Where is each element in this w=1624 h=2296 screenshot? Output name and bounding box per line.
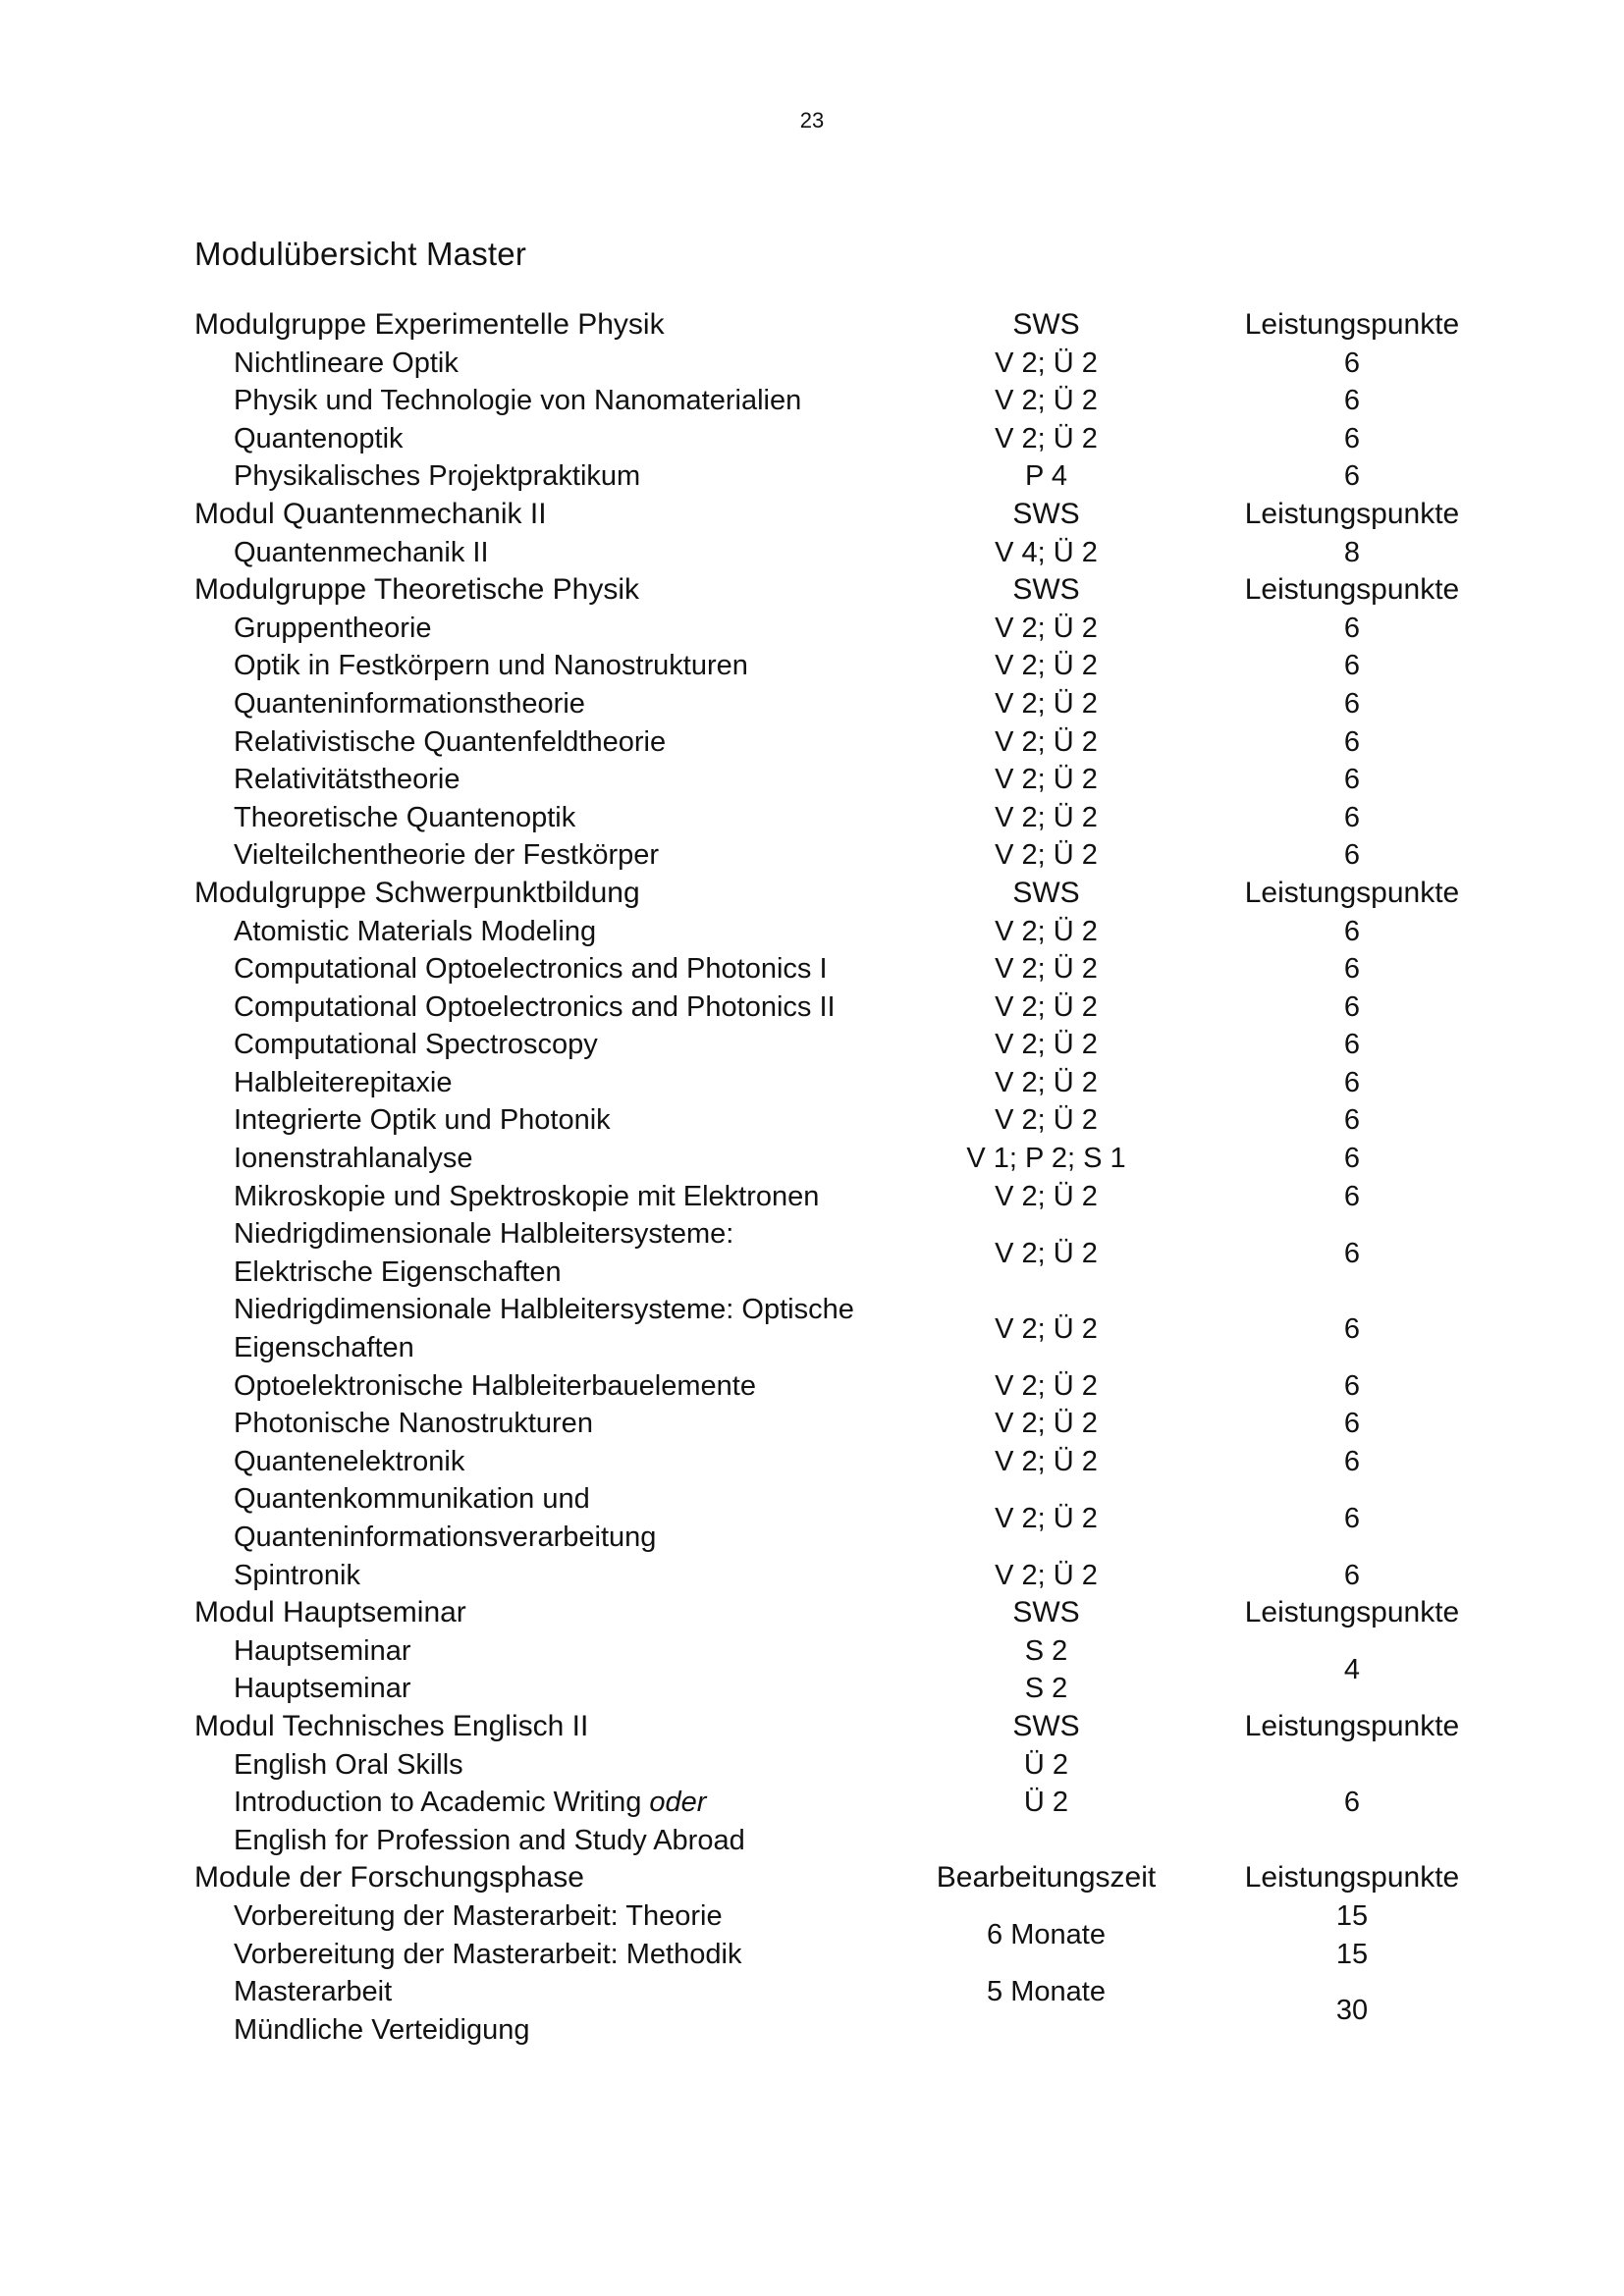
column-header-leistungspunkte: Leistungspunkte (1244, 573, 1460, 607)
course-lp: 30 (1335, 1995, 1369, 2027)
course-name-oder: oder (649, 1787, 707, 1819)
course-sws: V 2; Ü 2 (995, 1029, 1098, 1061)
course-name: Vorbereitung der Masterarbeit: Methodik (234, 1938, 742, 1970)
group-header-schwerpunktbildung (194, 875, 1476, 913)
table-row (194, 836, 1476, 875)
group-title: Modulgruppe Schwerpunktbildung (194, 876, 640, 909)
course-sws: V 2; Ü 2 (995, 953, 1098, 986)
table-row (194, 1746, 1476, 1785)
group-header-forschungsphase (194, 1859, 1476, 1897)
table-row (194, 382, 1476, 420)
course-lp: 15 (1335, 1938, 1369, 1970)
table-row (194, 1897, 1476, 1936)
group-header-quantenmechanik (194, 496, 1476, 534)
table-row (194, 534, 1476, 572)
column-header-leistungspunkte: Leistungspunkte (1244, 876, 1460, 909)
course-lp: 6 (1343, 1066, 1361, 1098)
course-lp: 6 (1343, 915, 1361, 947)
course-lp: 6 (1343, 650, 1361, 682)
course-lp: 6 (1343, 1237, 1361, 1269)
course-sws: S 2 (1024, 1673, 1068, 1705)
course-lp: 15 (1335, 1899, 1369, 1932)
course-lp: 6 (1343, 1029, 1361, 1061)
course-name: Computational Spectroscopy (234, 1029, 598, 1061)
course-sws: V 2; Ü 2 (995, 1180, 1098, 1212)
course-lp: 4 (1343, 1654, 1361, 1686)
course-name: Relativistische Quantenfeldtheorie (234, 725, 667, 758)
group-title: Modul Quantenmechanik II (194, 497, 547, 530)
table-row (194, 1443, 1476, 1481)
column-header-sws: SWS (1012, 1596, 1080, 1629)
course-lp: 6 (1343, 1180, 1361, 1212)
table-row (194, 1064, 1476, 1102)
course-lp: 6 (1343, 1502, 1361, 1534)
course-name: Mikroskopie und Spektroskopie mit Elektronen (234, 1180, 820, 1212)
course-name: Computational Optoelectronics and Photonics II (234, 990, 836, 1023)
course-sws: V 2; Ü 2 (995, 347, 1098, 379)
course-sws: V 2; Ü 2 (995, 650, 1098, 682)
course-sws: V 2; Ü 2 (995, 1502, 1098, 1534)
course-lp: 6 (1343, 1445, 1361, 1477)
column-header-sws: SWS (1012, 573, 1080, 607)
course-name: Photonische Nanostrukturen (234, 1408, 593, 1440)
course-name-line-1: Niedrigdimensionale Halbleitersysteme: Optische (234, 1294, 854, 1326)
course-name: Theoretische Quantenoptik (234, 801, 576, 833)
course-lp: 6 (1343, 1559, 1361, 1591)
course-lp: 6 (1343, 1787, 1361, 1819)
group-title: Modul Hauptseminar (194, 1596, 466, 1629)
table-row (194, 1973, 1476, 2011)
course-sws: V 2; Ü 2 (995, 385, 1098, 417)
course-time: 5 Monate (987, 1976, 1106, 2008)
table-row (194, 1367, 1476, 1406)
course-sws-empty (864, 1822, 1228, 1860)
table-row (194, 457, 1476, 496)
course-name: Atomistic Materials Modeling (234, 915, 597, 947)
course-name: Masterarbeit (234, 1976, 393, 2008)
course-name: Gruppentheorie (234, 612, 432, 644)
table-row (194, 420, 1476, 458)
course-sws: V 2; Ü 2 (995, 1369, 1098, 1402)
table-row (194, 1178, 1476, 1216)
course-sws: V 1; P 2; S 1 (966, 1143, 1126, 1175)
column-header-leistungspunkte: Leistungspunkte (1244, 1596, 1460, 1629)
table-row (194, 1291, 1476, 1329)
course-sws: V 2; Ü 2 (995, 801, 1098, 833)
table-row (194, 647, 1476, 685)
course-sws: V 2; Ü 2 (995, 990, 1098, 1023)
course-name: Hauptseminar (234, 1673, 411, 1705)
group-header-hauptseminar (194, 1594, 1476, 1632)
course-name: English for Profession and Study Abroad (234, 1824, 745, 1856)
course-name: English Oral Skills (234, 1748, 463, 1781)
course-name: Quantenmechanik II (234, 536, 489, 568)
course-lp: 6 (1343, 687, 1361, 720)
course-lp: 6 (1343, 1104, 1361, 1137)
course-sws: V 2; Ü 2 (995, 1312, 1098, 1345)
column-header-leistungspunkte: Leistungspunkte (1244, 497, 1460, 530)
course-name: Quanteninformationstheorie (234, 687, 585, 720)
table-row (194, 1026, 1476, 1064)
course-lp: 6 (1343, 347, 1361, 379)
course-lp: 6 (1343, 460, 1361, 493)
course-sws: V 2; Ü 2 (995, 1408, 1098, 1440)
table-row (194, 345, 1476, 383)
course-lp: 6 (1343, 422, 1361, 454)
table-row (194, 1480, 1476, 1519)
column-header-sws: SWS (1012, 308, 1080, 341)
column-header-bearbeitungszeit: Bearbeitungszeit (936, 1861, 1157, 1895)
page-number: 23 (799, 108, 825, 133)
course-lp: 6 (1343, 1408, 1361, 1440)
course-name: Hauptseminar (234, 1634, 411, 1667)
course-name: Vielteilchentheorie der Festkörper (234, 839, 660, 872)
table-row (194, 913, 1476, 951)
table-row (194, 610, 1476, 648)
course-sws: V 2; Ü 2 (995, 687, 1098, 720)
course-sws: V 2; Ü 2 (995, 1066, 1098, 1098)
course-lp: 6 (1343, 764, 1361, 796)
course-lp: 6 (1343, 990, 1361, 1023)
document-title: Modulübersicht Master (194, 236, 527, 272)
column-header-leistungspunkte: Leistungspunkte (1244, 308, 1460, 341)
course-name-line-2: Eigenschaften (234, 1332, 414, 1364)
table-row (194, 685, 1476, 723)
course-name: Halbleiterepitaxie (234, 1066, 453, 1098)
course-sws: P 4 (1024, 460, 1067, 493)
course-sws: V 2; Ü 2 (995, 725, 1098, 758)
table-row (194, 799, 1476, 837)
group-header-theoretische-physik (194, 571, 1476, 610)
course-name: Nichtlineare Optik (234, 347, 459, 379)
course-sws: Ü 2 (1023, 1748, 1069, 1781)
course-sws: V 2; Ü 2 (995, 839, 1098, 872)
course-sws: Ü 2 (1023, 1787, 1069, 1819)
course-name: Mündliche Verteidigung (234, 2013, 530, 2046)
course-name: Spintronik (234, 1559, 360, 1591)
table-row (194, 1405, 1476, 1443)
column-header-leistungspunkte: Leistungspunkte (1244, 1861, 1460, 1895)
course-name: Relativitätstheorie (234, 764, 460, 796)
course-name-text: Introduction to Academic Writing (234, 1787, 642, 1819)
course-sws: V 2; Ü 2 (995, 1237, 1098, 1269)
course-lp: 6 (1343, 1312, 1361, 1345)
table-row (194, 1215, 1476, 1254)
course-name: Physikalisches Projektpraktikum (234, 460, 641, 493)
table-row (194, 1140, 1476, 1178)
course-sws: V 2; Ü 2 (995, 1445, 1098, 1477)
course-sws: V 2; Ü 2 (995, 1559, 1098, 1591)
course-sws: V 2; Ü 2 (995, 764, 1098, 796)
group-title: Modulgruppe Theoretische Physik (194, 573, 640, 607)
course-name: Ionenstrahlanalyse (234, 1143, 473, 1175)
course-name: Vorbereitung der Masterarbeit: Theorie (234, 1899, 723, 1932)
course-sws: V 2; Ü 2 (995, 1104, 1098, 1137)
course-name (194, 1784, 864, 1822)
course-time: 6 Monate (987, 1919, 1106, 1951)
group-header-experimentelle-physik (194, 306, 1476, 345)
table-row (194, 1557, 1476, 1595)
column-header-leistungspunkte: Leistungspunkte (1244, 1709, 1460, 1742)
module-overview-table (194, 306, 1476, 2049)
table-row (194, 1101, 1476, 1140)
course-sws: S 2 (1024, 1634, 1068, 1667)
group-title: Modul Technisches Englisch II (194, 1709, 589, 1742)
column-header-sws: SWS (1012, 497, 1080, 530)
course-lp: 8 (1343, 536, 1361, 568)
column-header-sws: SWS (1012, 1709, 1080, 1742)
course-name: Integrierte Optik und Photonik (234, 1104, 611, 1137)
course-name-line-1: Niedrigdimensionale Halbleitersysteme: (234, 1218, 734, 1251)
course-lp: 6 (1343, 1143, 1361, 1175)
course-name-line-1: Quantenkommunikation und (234, 1483, 590, 1516)
course-sws: V 2; Ü 2 (995, 915, 1098, 947)
table-row (194, 1936, 1476, 1974)
course-lp: 6 (1343, 839, 1361, 872)
table-row (194, 723, 1476, 762)
table-row (194, 988, 1476, 1027)
course-name: Optoelektronische Halbleiterbauelemente (234, 1369, 756, 1402)
table-row (194, 761, 1476, 799)
column-header-sws: SWS (1012, 876, 1080, 909)
course-lp: 6 (1343, 612, 1361, 644)
course-name: Physik und Technologie von Nanomaterialien (234, 385, 802, 417)
course-name: Optik in Festkörpern und Nanostrukturen (234, 650, 748, 682)
course-name: Computational Optoelectronics and Photonics I (234, 953, 828, 986)
course-sws: V 4; Ü 2 (995, 536, 1098, 568)
course-lp: 6 (1343, 725, 1361, 758)
course-sws: V 2; Ü 2 (995, 612, 1098, 644)
course-name-line-2: Quanteninformationsverarbeitung (234, 1522, 657, 1553)
course-name: Quantenoptik (234, 422, 404, 454)
course-time-empty (864, 2011, 1228, 2050)
course-name: Quantenelektronik (234, 1445, 465, 1477)
course-name-line-2: Elektrische Eigenschaften (234, 1255, 562, 1288)
table-row (194, 950, 1476, 988)
course-lp: 6 (1343, 801, 1361, 833)
group-title: Module der Forschungsphase (194, 1861, 584, 1895)
group-header-technisches-englisch (194, 1708, 1476, 1746)
course-sws: V 2; Ü 2 (995, 422, 1098, 454)
course-lp: 6 (1343, 953, 1361, 986)
table-row (194, 1632, 1476, 1671)
course-lp: 6 (1343, 1369, 1361, 1402)
course-lp: 6 (1343, 385, 1361, 417)
group-title: Modulgruppe Experimentelle Physik (194, 308, 665, 341)
